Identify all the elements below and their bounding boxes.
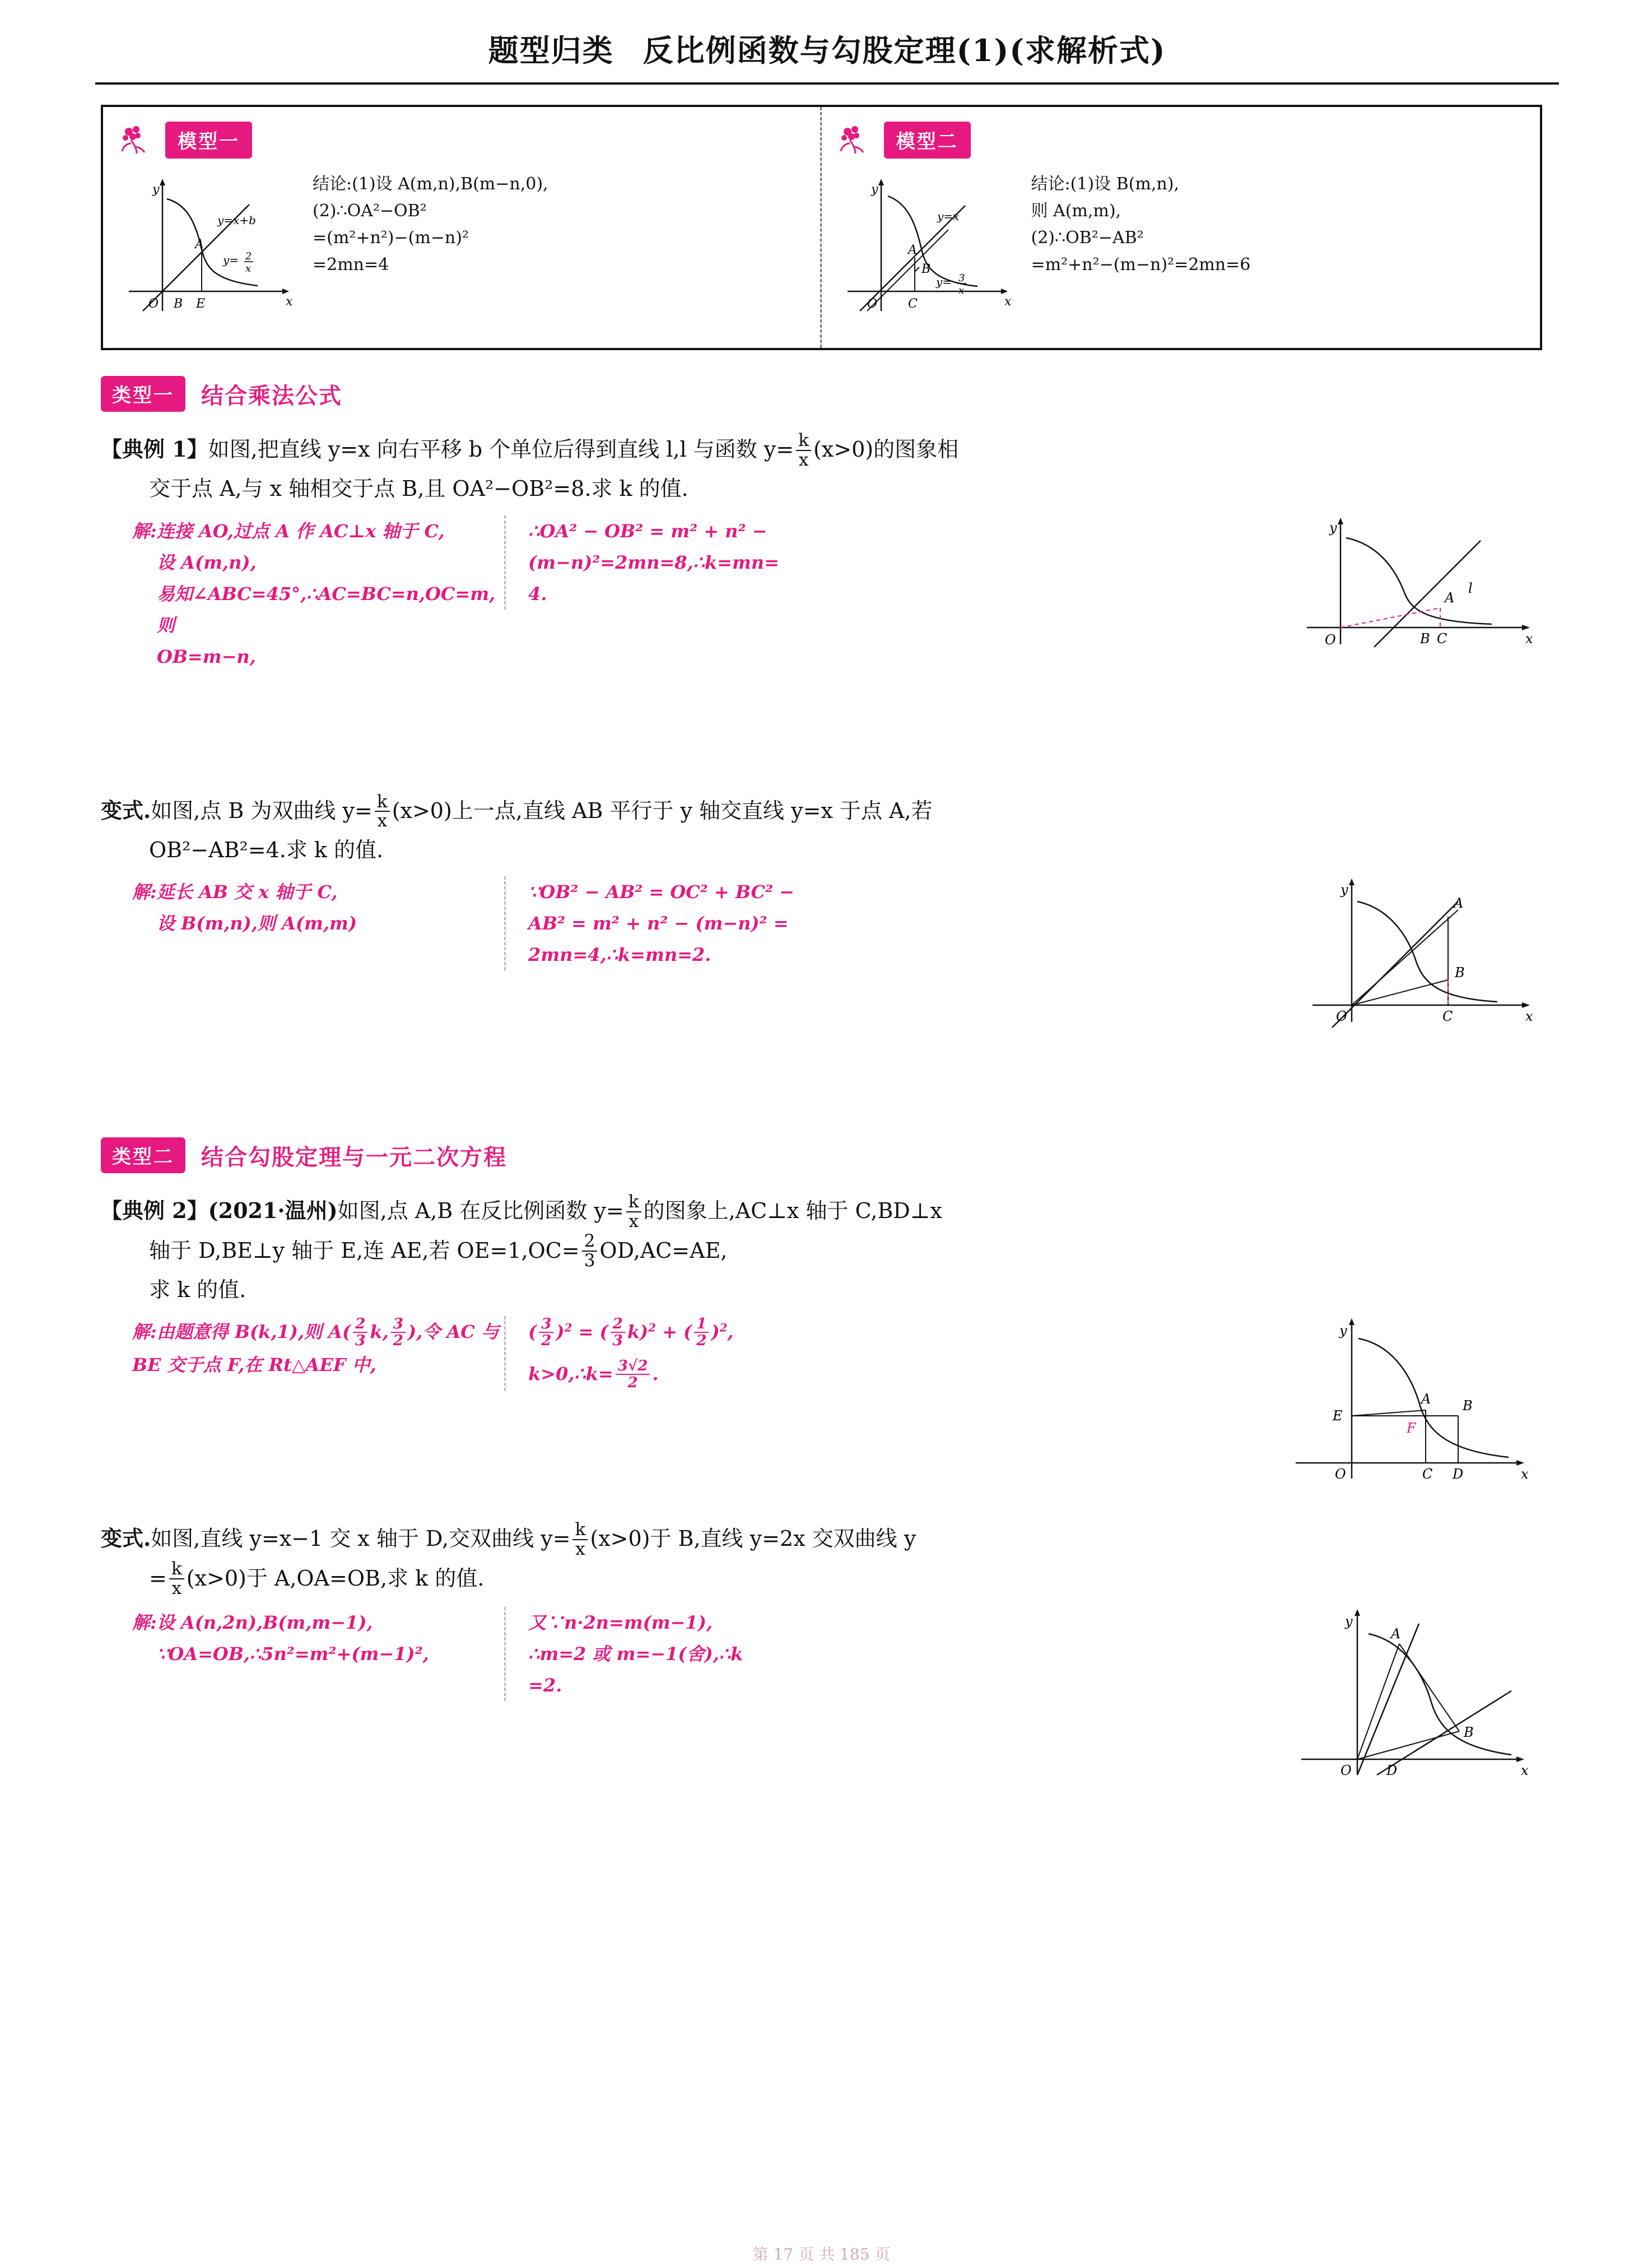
variant-1-stem	[101, 792, 1559, 869]
sol-line: =2.	[528, 1674, 562, 1696]
svg-text:y: y	[1341, 882, 1348, 898]
svg-text:D: D	[1386, 1762, 1398, 1778]
flower-icon	[836, 124, 878, 156]
svg-text:O: O	[148, 297, 159, 311]
sol-line: 4.	[528, 583, 547, 605]
model-conclusion-2	[1031, 171, 1251, 278]
variant-2-stem-line2-b: (x>0)于 A,OA=OB,求 k 的值.	[186, 1565, 485, 1591]
svg-text:O: O	[1341, 1762, 1352, 1778]
example-2-solution-right	[504, 1316, 896, 1391]
svg-text:F: F	[1407, 1420, 1416, 1437]
section-chip-2: 类型二	[101, 1137, 185, 1173]
sol-line: 2mn=4,∴k=mn=2.	[528, 944, 711, 966]
model-card-2	[822, 107, 1540, 348]
example-1-solution-right	[504, 515, 896, 610]
svg-text:x: x	[1525, 1008, 1533, 1025]
sol-line: ∴OA² − OB² = m² + n² −	[528, 520, 767, 542]
example-2-lead: 【典例 2】	[101, 1198, 208, 1224]
svg-text:C: C	[1437, 630, 1447, 647]
svg-text:B: B	[1463, 1398, 1473, 1414]
variant-2-figure	[1284, 1607, 1559, 1792]
variant-1-figure	[1290, 876, 1559, 1044]
svg-text:y: y	[1339, 1323, 1347, 1339]
svg-text:A: A	[1391, 1625, 1401, 1642]
page-title-label: 题型归类	[488, 32, 614, 68]
variant-2-solution	[101, 1607, 1559, 1792]
variant-1-solution-left	[101, 876, 504, 939]
svg-text:O: O	[1325, 631, 1336, 648]
svg-text:x: x	[245, 263, 252, 275]
worksheet-page	[0, 27, 1643, 2268]
section-heading-2	[101, 1137, 1542, 1173]
model-body-2	[836, 171, 1530, 328]
svg-text:y=x: y=x	[937, 210, 959, 223]
svg-text:x: x	[958, 285, 964, 296]
svg-text:x: x	[1525, 630, 1533, 647]
svg-text:y: y	[1329, 519, 1337, 536]
model1-line-1: (2)∴OA²−OB²	[313, 201, 427, 221]
svg-text:B: B	[1464, 1724, 1474, 1740]
variant-2-solution-right	[504, 1607, 896, 1701]
variant-2-stem-a: 如图,直线 y=x−1 交 x 轴于 D,交双曲线 y=	[151, 1526, 571, 1551]
model1-line-3: =2mn=4	[313, 255, 389, 275]
svg-text:O: O	[1335, 1466, 1346, 1482]
variant-2-lead: 变式.	[101, 1526, 151, 1551]
svg-text:C: C	[1422, 1466, 1433, 1482]
example-1-solution-left	[101, 515, 504, 672]
example-2-source: (2021·温州)	[208, 1198, 338, 1224]
svg-text:A: A	[195, 238, 204, 252]
example-1-stem-a: 如图,把直线 y=x 向右平移 b 个单位后得到直线 l,l 与函数 y=	[208, 437, 794, 462]
sol-line: 又∵n·2n=m(m−1),	[528, 1611, 713, 1633]
fraction-k-over-x: $\frac{k}{x}$	[375, 793, 390, 830]
svg-text:l: l	[1468, 580, 1473, 596]
example-1-stem-line2: 交于点 A,与 x 轴相交于点 B,且 OA²−OB²=8.求 k 的值.	[149, 476, 688, 501]
svg-text:E: E	[196, 297, 206, 311]
svg-text:D: D	[1453, 1466, 1464, 1482]
svg-text:y=: y=	[223, 253, 239, 267]
variant-1-lead: 变式.	[101, 797, 151, 823]
section-title-1: 结合乘法公式	[201, 383, 342, 409]
variant-1-solution	[101, 876, 1559, 1044]
svg-text:y=: y=	[935, 275, 952, 289]
example-2-stem-line2	[149, 1232, 1559, 1271]
svg-text:C: C	[907, 297, 918, 311]
sol-line: 解:延长 AB 交 x 轴于 C,	[132, 881, 338, 903]
variant-1-stem-line2: OB²−AB²=4.求 k 的值.	[149, 837, 384, 862]
svg-text:C: C	[1442, 1008, 1453, 1025]
fraction-k-over-x: $\frac{k}{x}$	[169, 1560, 184, 1597]
svg-text:x: x	[1521, 1466, 1529, 1482]
example-1-solution	[101, 515, 1559, 672]
sol-line: 解:设 A(n,2n),B(m,m−1),	[132, 1611, 373, 1633]
sol-line: 解:连接 AO,过点 A 作 AC⊥x 轴于 C,	[132, 520, 445, 542]
page-title-main: 反比例函数与勾股定理(1)(求解析式)	[643, 32, 1166, 68]
variant-1-stem-a: 如图,点 B 为双曲线 y=	[151, 798, 373, 823]
svg-text:y: y	[1345, 1613, 1353, 1629]
svg-text:O: O	[1336, 1008, 1347, 1025]
svg-text:B: B	[921, 262, 930, 276]
example-2-stem	[101, 1192, 1559, 1308]
sol-line: ( $\frac{3}{2}$ )$^2$ = ( $\frac{2}{3}$ k)$^2$ + ( $\frac{1}{2}$ )$^2$,	[528, 1315, 734, 1349]
section-title-2: 结合勾股定理与一元二次方程	[201, 1144, 507, 1170]
page-title	[95, 27, 1559, 85]
model-tag-2: 模型二	[884, 122, 971, 159]
svg-text:y: y	[152, 183, 160, 197]
fraction-two-thirds: $\frac{2}{3}$	[582, 1232, 598, 1270]
sol-line: ∵OB² − AB² = OC² + BC² −	[528, 881, 794, 903]
sol-line: 易知∠ABC=45°,∴AC=BC=n,OC=m,则	[157, 583, 496, 636]
svg-text:B: B	[1420, 630, 1430, 647]
svg-text:A: A	[907, 243, 917, 257]
fraction-k-over-x: $\frac{k}{x}$	[796, 431, 811, 469]
section-chip-1: 类型一	[101, 376, 185, 412]
model-tag-1: 模型一	[165, 122, 252, 159]
example-2-stem-a: 如图,点 A,B 在反比例函数 y=	[337, 1198, 624, 1224]
example-2-figure	[1279, 1316, 1559, 1501]
variant-2-stem-b: (x>0)于 B,直线 y=2x 交双曲线 y	[590, 1526, 916, 1551]
variant-2-stem	[101, 1520, 1559, 1598]
svg-text:x: x	[1521, 1762, 1529, 1778]
sol-line: 设 B(m,n),则 A(m,m)	[157, 913, 357, 935]
svg-text:x: x	[286, 295, 293, 309]
model-conclusion-1	[313, 171, 548, 278]
svg-text:y=x+b: y=x+b	[217, 213, 256, 227]
variant-2-solution-left	[101, 1607, 504, 1670]
model2-line-1: 则 A(m,m),	[1031, 201, 1121, 221]
example-1-figure	[1290, 515, 1559, 667]
example-2-solution-left	[101, 1316, 504, 1381]
sol-line: OB=m−n,	[157, 645, 256, 667]
model2-line-3: =m²+n²−(m−n)²=2mn=6	[1031, 255, 1251, 275]
example-1-lead: 【典例 1】	[101, 436, 208, 462]
sol-line: 设 A(m,n),	[157, 551, 257, 573]
example-2-stem-b: 的图象上,AC⊥x 轴于 C,BD⊥x	[643, 1198, 942, 1224]
model1-line-2: =(m²+n²)−(m−n)²	[313, 228, 469, 248]
model1-line-0: 结论:(1)设 A(m,n),B(m−n,0),	[313, 174, 548, 194]
svg-text:B: B	[1455, 965, 1465, 981]
sol-line: AB² = m² + n² − (m−n)² =	[528, 913, 789, 935]
example-2-stem-line2-b: OD,AC=AE,	[599, 1238, 728, 1263]
sol-line: BE 交于点 F,在 Rt△AEF 中,	[132, 1354, 376, 1376]
variant-2-stem-line2-a: =	[149, 1565, 167, 1591]
example-2-stem-line2-a: 轴于 D,BE⊥y 轴于 E,连 AE,若 OE=1,OC=	[149, 1238, 580, 1263]
section-heading-1	[101, 376, 1542, 412]
page-footer: 第 17 页 共 185 页	[752, 2245, 891, 2264]
svg-text:2: 2	[245, 250, 252, 262]
sol-line: 解:由题意得 B(k,1),则 A( $\frac{2}{3}$ k, $\frac{3}{2}$ ),令 AC 与	[132, 1315, 499, 1349]
svg-text:E: E	[1333, 1408, 1343, 1424]
model-figure-2	[836, 171, 1021, 328]
sol-line: k>0,∴k= $\frac{3√2}{2}$ .	[528, 1357, 659, 1391]
fraction-k-over-x: $\frac{k}{x}$	[626, 1193, 641, 1230]
svg-text:A: A	[1454, 895, 1464, 912]
sol-line: (m−n)²=2mn=8,∴k=mn=	[528, 551, 779, 573]
svg-text:A: A	[1421, 1391, 1431, 1407]
svg-text:y: y	[871, 183, 878, 197]
flower-icon	[118, 124, 159, 156]
svg-text:B: B	[174, 297, 183, 311]
model-card-1	[103, 107, 822, 348]
model-figure-1	[118, 171, 302, 328]
model-box	[101, 105, 1542, 350]
svg-text:3: 3	[958, 272, 965, 284]
svg-text:x: x	[1004, 295, 1011, 309]
example-1-stem	[101, 431, 1559, 508]
variant-2-stem-line2	[149, 1560, 1559, 1599]
svg-text:O: O	[867, 297, 877, 311]
model-body-1	[118, 171, 810, 328]
model2-line-2: (2)∴OB²−AB²	[1031, 228, 1144, 248]
model2-line-0: 结论:(1)设 B(m,n),	[1031, 174, 1179, 194]
example-2-solution	[101, 1316, 1559, 1501]
sol-line: ∵OA=OB,∴5n²=m²+(m−1)²,	[157, 1643, 429, 1665]
sol-line: ∴m=2 或 m=−1(舍),∴k	[528, 1643, 743, 1665]
variant-1-stem-b: (x>0)上一点,直线 AB 平行于 y 轴交直线 y=x 于点 A,若	[392, 798, 933, 823]
svg-text:A: A	[1445, 589, 1455, 606]
variant-1-solution-right	[504, 876, 896, 970]
example-1-stem-b: (x>0)的图象相	[813, 437, 959, 462]
fraction-k-over-x: $\frac{k}{x}$	[573, 1521, 588, 1558]
example-2-stem-line3: 求 k 的值.	[149, 1277, 246, 1302]
